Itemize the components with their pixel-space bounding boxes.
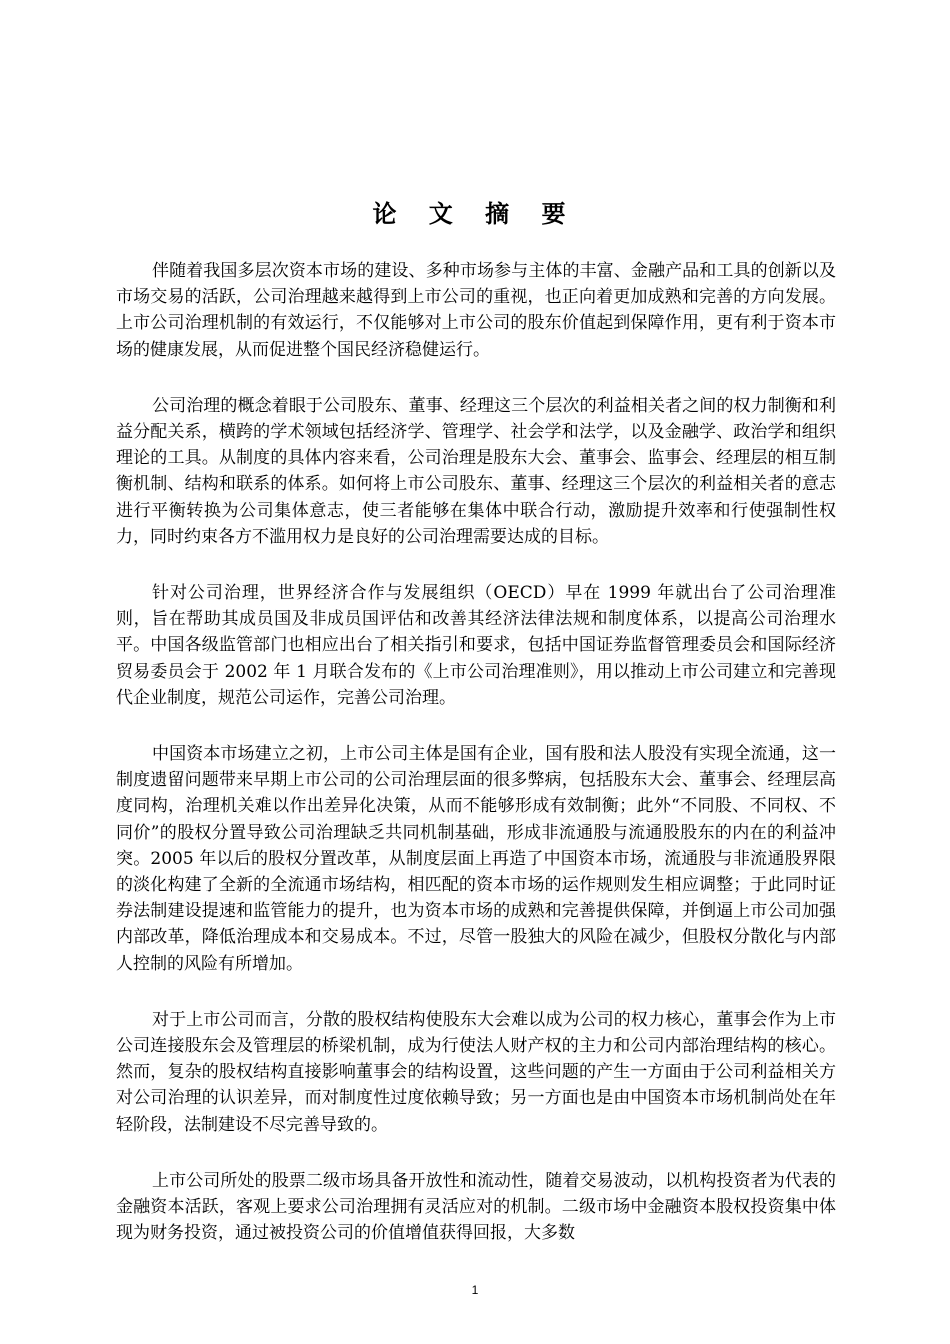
paragraph: 上市公司所处的股票二级市场具备开放性和流动性，随着交易波动，以机构投资者为代表的金融资本活跃，客观上要求公司治理拥有灵活应对的机制。二级市场中金融资本股权投资集中体现为财务投资，通过被投资公司的价值增值获得回报，大多数 <box>116 1170 836 1244</box>
abstract-body <box>116 258 836 1277</box>
paragraph: 公司治理的概念着眼于公司股东、董事、经理这三个层次的利益相关者之间的权力制衡和利益分配关系，横跨的学术领域包括经济学、管理学、社会学和法学，以及金融学、政治学和组织理论的工具。从制度的具体内容来看，公司治理是股东大会、董事会、监事会、经理层的相互制衡机制、结构和联系的体系。如何将上市公司股东、董事、经理这三个层次的利益相关者的意志进行平衡转换为公司集体意志，使三者能够在集体中联合行动，激励提升效率和行使强制性权力，同时约束各方不滥用权力是良好的公司治理需要达成的目标。 <box>116 395 836 547</box>
paragraph: 中国资本市场建立之初，上市公司主体是国有企业，国有股和法人股没有实现全流通，这一制度遗留问题带来早期上市公司的公司治理层面的很多弊病，包括股东大会、董事会、经理层高度同构，治理机关难以作出差异化决策，从而不能够形成有效制衡；此外“不同股、不同权、不同价”的股权分置导致公司治理缺乏共同机制基础，形成非流通股与流通股股东的内在的利益冲突。2005 年以后的股权分置改革，从制度层面上再造了中国资本市场，流通股与非流通股界限的淡化构建了全新的全流通市场结构，相匹配的资本市场的运作规则发生相应调整；于此同时证券法制建设提速和监管能力的提升，也为资本市场的成熟和完善提供保障，并倒逼上市公司加强内部改革，降低治理成本和交易成本。不过，尽管一股独大的风险在减少，但股权分散化与内部人控制的风险有所增加。 <box>116 744 836 974</box>
paragraph: 对于上市公司而言，分散的股权结构使股东大会难以成为公司的权力核心，董事会作为上市公司连接股东会及管理层的桥梁机制，成为行使法人财产权的主力和公司内部治理结构的核心。然而，复杂的股权结构直接影响董事会的结构设置，这些问题的产生一方面由于公司利益相关方对公司治理的认识差异，而对制度性过度依赖导致；另一方面也是由中国资本市场机制尚处在年轻阶段，法制建设不尽完善导致的。 <box>116 1009 836 1135</box>
page-title: 论 文 摘 要 <box>372 200 578 228</box>
page-number: 1 <box>471 1283 479 1297</box>
paragraph: 针对公司治理，世界经济合作与发展组织（OECD）早在 1999 年就出台了公司治理准则，旨在帮助其成员国及非成员国评估和改善其经济法律法规和制度体系，以提高公司治理水平。中国各级监管部门也相应出台了相关指引和要求，包括中国证券监督管理委员会和国际经济贸易委员会于 2002 年 1 月联合发布的《上市公司治理准则》，用以推动上市公司建立和完善现代企业制度，规范公司运作，完善公司治理。 <box>116 583 836 708</box>
paragraph: 伴随着我国多层次资本市场的建设、多种市场参与主体的丰富、金融产品和工具的创新以及市场交易的活跃，公司治理越来越得到上市公司的重视，也正向着更加成熟和完善的方向发展。上市公司治理机制的有效运行，不仅能够对上市公司的股东价值起到保障作用，更有利于资本市场的健康发展，从而促进整个国民经济稳健运行。 <box>116 261 836 360</box>
